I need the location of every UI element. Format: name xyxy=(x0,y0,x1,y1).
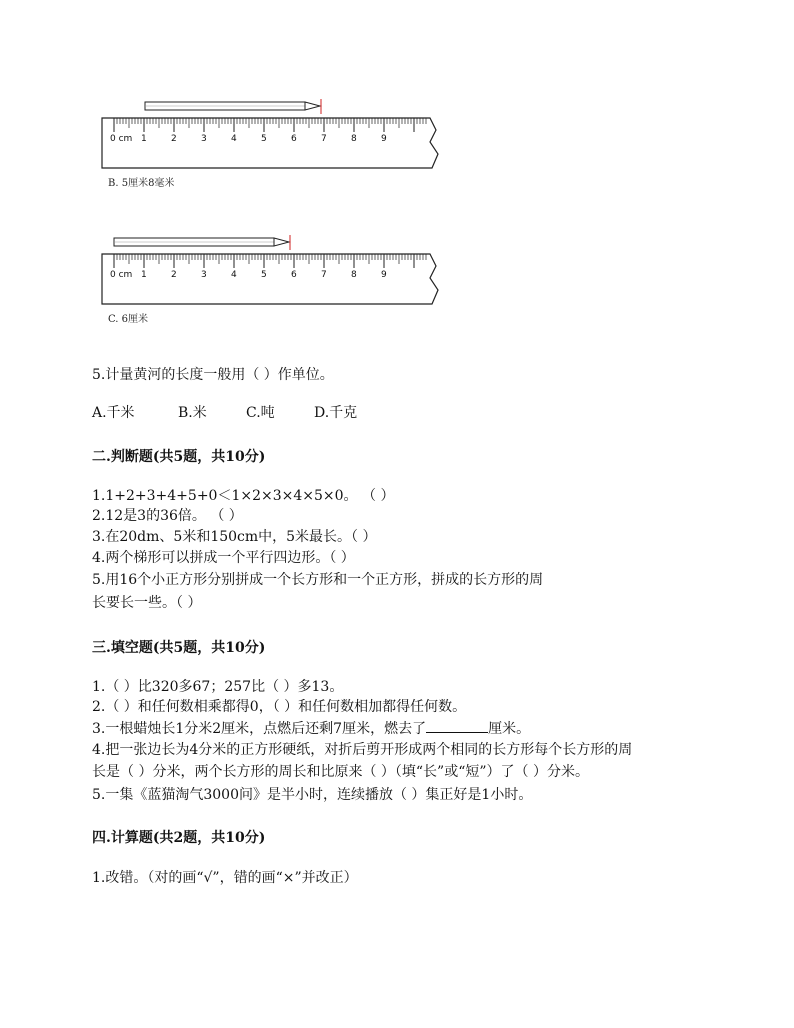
ruler-number: 6 xyxy=(291,134,297,144)
ruler-number: 9 xyxy=(381,134,387,144)
judge-item-1: 1.1+2+3+4+5+0＜1×2×3×4×5×0。 （ ） xyxy=(92,488,395,504)
question-5: 5.计量黄河的长度一般用（ ）作单位。 xyxy=(92,367,334,383)
ruler-figure-c xyxy=(100,232,452,324)
judge-item-5: 5.用16个小正方形分别拼成一个长方形和一个正方形，拼成的长方形的周 xyxy=(92,572,544,588)
pencil-icon xyxy=(114,235,290,250)
figure-caption: C. 6厘米 xyxy=(108,314,149,325)
fill-item-3-suffix: 厘米。 xyxy=(488,721,531,737)
ruler-number: 8 xyxy=(351,270,357,280)
ruler-number: 8 xyxy=(351,134,357,144)
fill-item-4-cont: 长是（ ）分米，两个长方形的周长和比原来（ ）（填“长”或“短”）了（ ）分米。 xyxy=(92,764,589,780)
ruler-number: 5 xyxy=(261,270,267,280)
judge-item-4: 4.两个梯形可以拼成一个平行四边形。（ ） xyxy=(92,550,355,566)
judge-item-3: 3.在20dm、5米和150cm中，5米最长。（ ） xyxy=(92,529,377,545)
fill-item-2: 2.（ ）和任何数相乘都得0，（ ）和任何数相加都得任何数。 xyxy=(92,699,467,715)
figure-caption: B. 5厘米8毫米 xyxy=(108,178,175,189)
ruler-number: 1 xyxy=(141,134,147,144)
fill-item-5: 5.一集《蓝猫淘气3000问》是半小时，连续播放（ ）集正好是1小时。 xyxy=(92,787,533,803)
fill-item-3-prefix: 3.一根蜡烛长1分米2厘米，点燃后还剩7厘米，燃去了 xyxy=(92,721,427,737)
judge-item-5-cont: 长要长一些。（ ） xyxy=(92,595,202,611)
option-c: C.吨 xyxy=(246,405,275,421)
ruler-number: 7 xyxy=(321,134,327,144)
fill-item-3 xyxy=(92,719,530,738)
ruler-number: 3 xyxy=(201,270,207,280)
ruler-number: 1 xyxy=(141,270,147,280)
fill-item-1: 1.（ ）比320多67；257比（ ）多13。 xyxy=(92,679,344,695)
section-4-title: 四.计算题(共2题，共10分) xyxy=(92,830,266,846)
option-d: D.千克 xyxy=(314,405,358,421)
ruler-pencil-illustration xyxy=(100,232,452,312)
ruler-figure-b xyxy=(100,96,452,189)
question-5-options xyxy=(92,404,357,422)
ruler-number: 4 xyxy=(231,270,237,280)
option-a: A.千米 xyxy=(92,405,135,421)
ruler-number: 7 xyxy=(321,270,327,280)
pencil-icon xyxy=(145,99,321,114)
answer-blank[interactable] xyxy=(426,719,488,733)
ruler-unit-label: 0 cm xyxy=(110,134,133,144)
section-2-title: 二.判断题(共5题，共10分) xyxy=(92,449,266,465)
ruler-number: 4 xyxy=(231,134,237,144)
ruler-pencil-illustration xyxy=(100,96,452,176)
fill-item-4: 4.把一张边长为4分米的正方形硬纸，对折后剪开形成两个相同的长方形每个长方形的周 xyxy=(92,742,633,758)
ruler-number: 2 xyxy=(171,134,177,144)
calc-item-1: 1.改错。（对的画“√”，错的画“×”并改正） xyxy=(92,870,358,886)
judge-item-2: 2.12是3的36倍。 （ ） xyxy=(92,508,243,524)
ruler-number: 9 xyxy=(381,270,387,280)
ruler-number: 2 xyxy=(171,270,177,280)
option-b: B.米 xyxy=(178,405,207,421)
ruler-number: 5 xyxy=(261,134,267,144)
section-3-title: 三.填空题(共5题，共10分) xyxy=(92,640,266,656)
ruler-unit-label: 0 cm xyxy=(110,270,133,280)
ruler-number: 3 xyxy=(201,134,207,144)
ruler-number: 6 xyxy=(291,270,297,280)
